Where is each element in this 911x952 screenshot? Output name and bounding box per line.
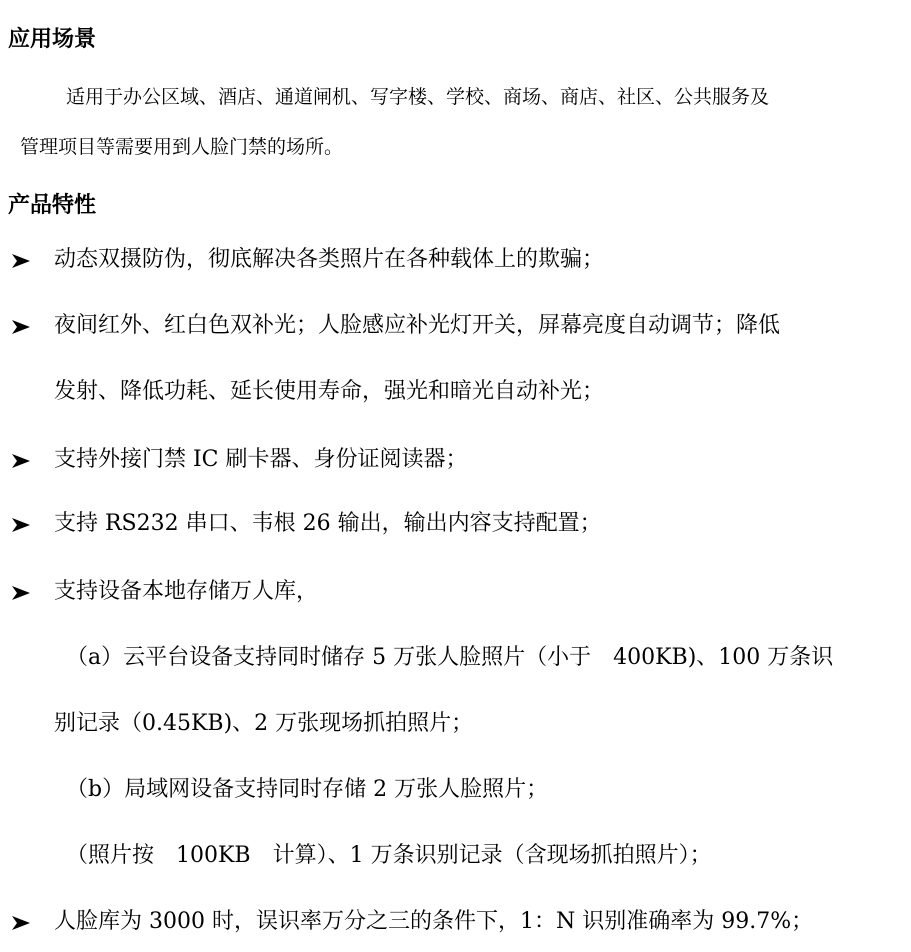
feature-item-2-continuation: 发射、降低功耗、延长使用寿命，强光和暗光自动补光；: [54, 379, 605, 404]
storage-lan-line-2: （照片按 100KB 计算）、1 万条识别记录（含现场抓拍照片）；: [66, 843, 712, 868]
arrowhead-bullet-icon: [10, 580, 32, 606]
arrowhead-bullet-icon: [10, 448, 32, 474]
application-paragraph-line-2: 管理项目等需要用到人脸门禁的场所。: [20, 136, 344, 158]
application-paragraph-line-1: 适用于办公区域、酒店、通道闸机、写字楼、学校、商场、商店、社区、公共服务及: [66, 86, 770, 108]
storage-cloud-line-1: （a）云平台设备支持同时储存 5 万张人脸照片（小于 400KB)、100 万条识: [66, 645, 834, 670]
feature-item-5: 支持设备本地存储万人库，: [54, 579, 319, 604]
section-heading-application: 应用场景: [8, 27, 97, 52]
arrowhead-bullet-icon: [10, 910, 32, 936]
feature-item-6: 人脸库为 3000 时，误识率万分之三的条件下，1：N 识别准确率为 99.7%；: [54, 909, 814, 934]
feature-item-2: 夜间红外、红白色双补光；人脸感应补光灯开关，屏幕亮度自动调节；降低: [54, 313, 781, 338]
arrowhead-bullet-icon: [10, 314, 32, 340]
arrowhead-bullet-icon: [10, 248, 32, 274]
storage-lan-line-1: （b）局域网设备支持同时存储 2 万张人脸照片；: [66, 777, 549, 802]
storage-cloud-line-2: 别记录（0.45KB)、2 万张现场抓拍照片；: [54, 711, 474, 736]
feature-item-4: 支持 RS232 串口、韦根 26 输出，输出内容支持配置；: [54, 511, 602, 536]
section-heading-features: 产品特性: [8, 193, 97, 218]
feature-item-3: 支持外接门禁 IC 刷卡器、身份证阅读器；: [54, 447, 468, 472]
feature-item-1: 动态双摄防伪，彻底解决各类照片在各种载体上的欺骗；: [54, 247, 605, 272]
arrowhead-bullet-icon: [10, 512, 32, 538]
